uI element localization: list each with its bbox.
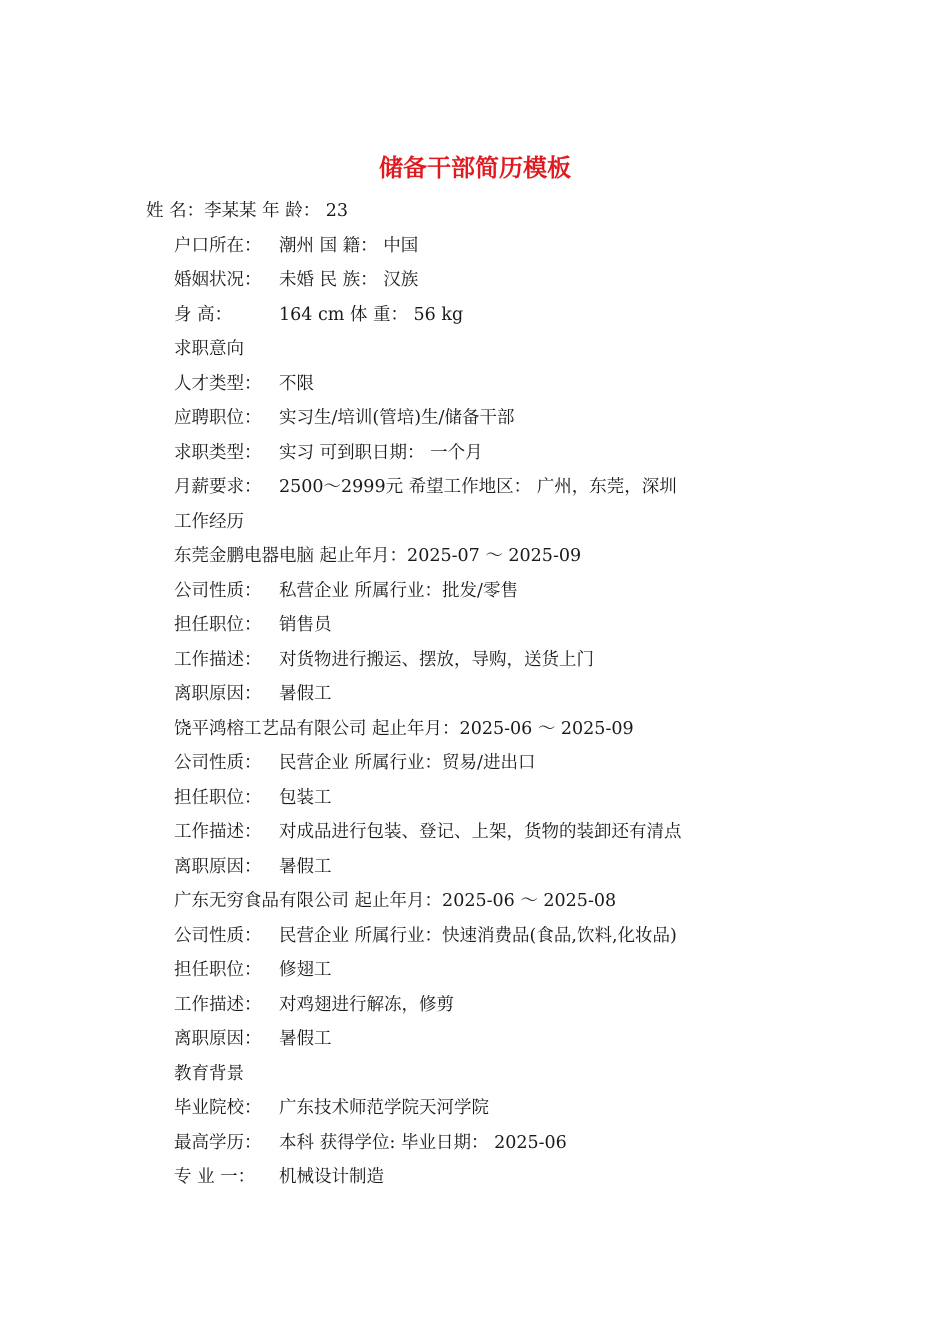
resume-line xyxy=(0,988,950,1023)
line-label: 应聘职位： xyxy=(174,408,262,428)
resume-body xyxy=(0,194,950,1195)
line-value: 本科 获得学位: 毕业日期： 2025-06 xyxy=(279,1132,567,1153)
line-label: 广东无穷食品有限公司 起止年月：2025-06 ～ 2025-08 xyxy=(174,891,617,911)
resume-line xyxy=(0,1091,950,1126)
line-label: 饶平鸿榕工艺品有限公司 起止年月：2025-06 ～ 2025-09 xyxy=(174,718,634,739)
line-label: 工作描述： xyxy=(174,822,262,842)
resume-line xyxy=(0,677,950,712)
line-label: 最高学历： xyxy=(174,1132,262,1153)
line-label: 人才类型： xyxy=(174,373,262,394)
resume-line xyxy=(0,781,950,816)
resume-line xyxy=(0,608,950,643)
resume-line xyxy=(0,332,950,367)
line-label: 担任职位： xyxy=(174,960,262,980)
resume-line xyxy=(0,919,950,954)
resume-line xyxy=(0,539,950,574)
line-label: 身 高： xyxy=(174,304,233,325)
resume-line xyxy=(0,194,950,229)
line-label: 工作描述： xyxy=(174,994,262,1015)
line-value: 修翅工 xyxy=(279,960,332,980)
line-label: 姓 名：李某某 年 龄： 23 xyxy=(146,201,349,221)
resume-line xyxy=(0,643,950,678)
line-value: 对鸡翅进行解冻，修剪 xyxy=(279,994,454,1015)
line-value: 2500～2999元 希望工作地区： 广州，东莞，深圳 xyxy=(279,477,677,497)
line-label: 东莞金鹏电器电脑 起止年月：2025-07 ～ 2025-09 xyxy=(174,546,582,566)
page-title: 储备干部简历模板 xyxy=(379,154,571,182)
resume-line xyxy=(0,263,950,298)
resume-line xyxy=(0,746,950,781)
resume-line xyxy=(0,953,950,988)
line-label: 离职原因： xyxy=(174,856,262,877)
line-value: 民营企业 所属行业：贸易/进出口 xyxy=(279,753,536,773)
line-value: 机械设计制造 xyxy=(279,1167,384,1187)
resume-line xyxy=(0,574,950,609)
line-label: 专 业 一： xyxy=(174,1167,256,1187)
line-value: 对成品进行包装、登记、上架，货物的装卸还有清点 xyxy=(279,822,682,842)
line-value: 不限 xyxy=(279,373,314,394)
resume-line xyxy=(0,229,950,264)
line-value: 民营企业 所属行业：快速消费品(食品,饮料,化妆品) xyxy=(279,925,677,946)
line-label: 教育背景 xyxy=(174,1063,244,1084)
line-value: 销售员 xyxy=(279,615,332,635)
line-label: 离职原因： xyxy=(174,684,262,704)
line-value: 对货物进行搬运、摆放，导购，送货上门 xyxy=(279,649,594,670)
line-value: 包装工 xyxy=(279,787,332,808)
resume-line xyxy=(0,850,950,885)
line-value: 未婚 民 族： 汉族 xyxy=(279,270,419,290)
line-label: 公司性质： xyxy=(174,925,262,946)
line-label: 月薪要求： xyxy=(174,477,262,497)
line-value: 暑假工 xyxy=(279,684,332,704)
line-value: 实习 可到职日期： 一个月 xyxy=(279,442,483,463)
resume-line xyxy=(0,401,950,436)
line-label: 工作描述： xyxy=(174,649,262,670)
line-label: 求职意向 xyxy=(174,339,244,359)
resume-line xyxy=(0,1160,950,1195)
resume-line xyxy=(0,1057,950,1092)
line-value: 暑假工 xyxy=(279,856,332,877)
line-value: 潮州 国 籍： 中国 xyxy=(279,235,419,256)
line-label: 毕业院校： xyxy=(174,1098,262,1118)
resume-line xyxy=(0,712,950,747)
resume-line xyxy=(0,367,950,402)
resume-line xyxy=(0,1126,950,1161)
line-label: 求职类型： xyxy=(174,442,262,463)
line-label: 户口所在： xyxy=(174,235,262,256)
line-value: 私营企业 所属行业：批发/零售 xyxy=(279,580,518,601)
line-label: 公司性质： xyxy=(174,580,262,601)
line-label: 担任职位： xyxy=(174,787,262,808)
line-value: 广东技术师范学院天河学院 xyxy=(279,1098,489,1118)
resume-line xyxy=(0,815,950,850)
line-label: 婚姻状况： xyxy=(174,270,262,290)
line-value: 暑假工 xyxy=(279,1029,332,1049)
resume-line xyxy=(0,505,950,540)
line-value: 实习生/培训(管培)生/储备干部 xyxy=(279,408,515,428)
line-label: 公司性质： xyxy=(174,753,262,773)
resume-line xyxy=(0,1022,950,1057)
resume-line xyxy=(0,470,950,505)
resume-line xyxy=(0,298,950,333)
line-label: 担任职位： xyxy=(174,615,262,635)
line-value: 164 cm 体 重： 56 kg xyxy=(279,304,464,325)
line-label: 工作经历 xyxy=(174,511,244,532)
resume-line xyxy=(0,884,950,919)
line-label: 离职原因： xyxy=(174,1029,262,1049)
resume-line xyxy=(0,436,950,471)
